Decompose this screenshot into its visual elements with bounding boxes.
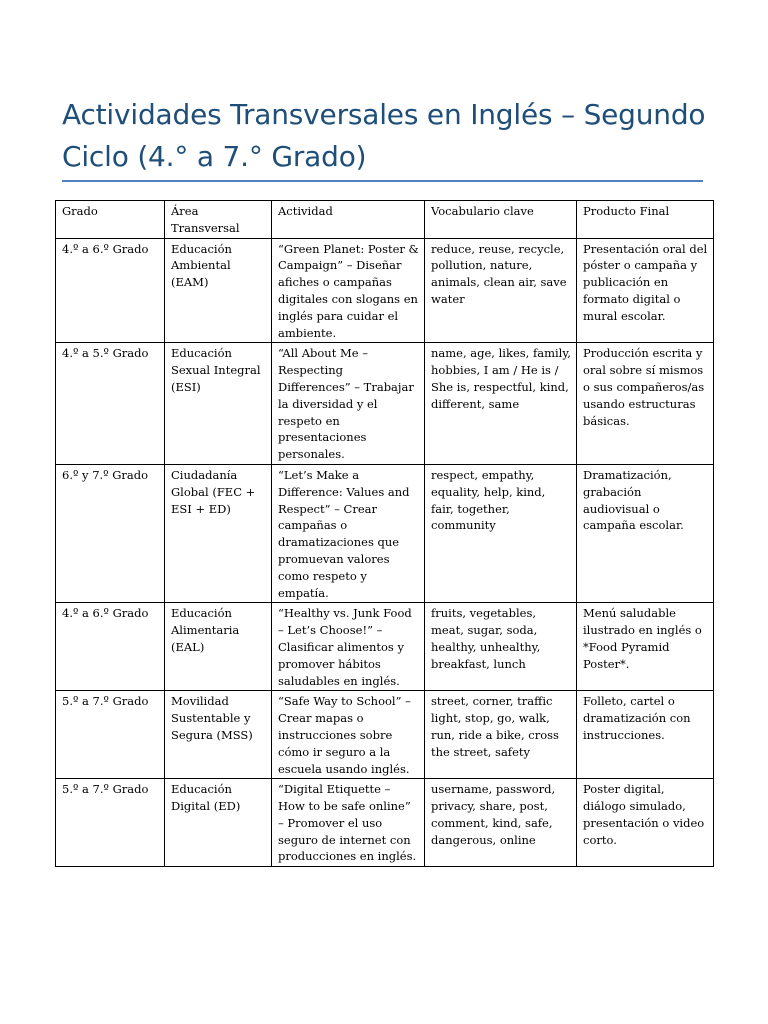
cell-grado: 5.º a 7.º Grado — [56, 691, 165, 779]
table-header-row — [56, 201, 714, 239]
table-row — [56, 691, 714, 779]
cell-producto: Presentación oral del póster o campaña y publicación en formato digital o mural escolar. — [577, 238, 714, 343]
cell-actividad: “Safe Way to School” – Crear mapas o instrucciones sobre cómo ir seguro a la escuela usando inglés. — [272, 691, 425, 779]
table-row — [56, 343, 714, 465]
cell-actividad: “Healthy vs. Junk Food – Let’s Choose!” – Clasificar alimentos y promover hábitos saludables en inglés. — [272, 603, 425, 691]
cell-vocabulario: fruits, vegetables, meat, sugar, soda, healthy, unhealthy, breakfast, lunch — [425, 603, 577, 691]
cell-grado: 6.º y 7.º Grado — [56, 464, 165, 602]
table-row — [56, 779, 714, 867]
cell-producto: Poster digital, diálogo simulado, presentación o video corto. — [577, 779, 714, 867]
cell-grado: 4.º a 6.º Grado — [56, 238, 165, 343]
header-cell-producto: Producto Final — [577, 201, 714, 239]
table-row — [56, 238, 714, 343]
cell-producto: Dramatización, grabación audiovisual o campaña escolar. — [577, 464, 714, 602]
title-underline — [62, 180, 703, 182]
cell-producto: Folleto, cartel o dramatización con instrucciones. — [577, 691, 714, 779]
cell-area: Ciudadanía Global (FEC + ESI + ED) — [165, 464, 272, 602]
table-row — [56, 603, 714, 691]
cell-area: Educación Sexual Integral (ESI) — [165, 343, 272, 465]
cell-vocabulario: street, corner, traffic light, stop, go, walk, run, ride a bike, cross the street, safety — [425, 691, 577, 779]
cell-actividad: “Let’s Make a Difference: Values and Respect” – Crear campañas o dramatizaciones que promuevan valores como respeto y empatía. — [272, 464, 425, 602]
cell-producto: Menú saludable ilustrado en inglés o *Food Pyramid Poster*. — [577, 603, 714, 691]
cell-vocabulario: username, password, privacy, share, post, comment, kind, safe, dangerous, online — [425, 779, 577, 867]
cell-vocabulario: respect, empathy, equality, help, kind, fair, together, community — [425, 464, 577, 602]
cell-actividad: “All About Me – Respecting Differences” – Trabajar la diversidad y el respeto en presentaciones personales. — [272, 343, 425, 465]
cell-grado: 4.º a 6.º Grado — [56, 603, 165, 691]
cell-producto: Producción escrita y oral sobre sí mismos o sus compañeros/as usando estructuras básicas. — [577, 343, 714, 465]
activities-table — [55, 200, 714, 867]
header-cell-actividad: Actividad — [272, 201, 425, 239]
cell-vocabulario: name, age, likes, family, hobbies, I am / He is / She is, respectful, kind, different, same — [425, 343, 577, 465]
table-row — [56, 464, 714, 602]
cell-grado: 5.º a 7.º Grado — [56, 779, 165, 867]
cell-area: Movilidad Sustentable y Segura (MSS) — [165, 691, 272, 779]
cell-actividad: “Digital Etiquette – How to be safe online” – Promover el uso seguro de internet con producciones en inglés. — [272, 779, 425, 867]
header-cell-vocabulario: Vocabulario clave — [425, 201, 577, 239]
cell-area: Educación Digital (ED) — [165, 779, 272, 867]
header-cell-area: Área Transversal — [165, 201, 272, 239]
cell-area: Educación Ambiental (EAM) — [165, 238, 272, 343]
header-cell-grado: Grado — [56, 201, 165, 239]
cell-grado: 4.º a 5.º Grado — [56, 343, 165, 465]
document-title: Actividades Transversales en Inglés – Segundo Ciclo (4.° a 7.° Grado) — [62, 98, 706, 173]
cell-actividad: “Green Planet: Poster & Campaign” – Diseñar afiches o campañas digitales con slogans en inglés para cuidar el ambiente. — [272, 238, 425, 343]
cell-vocabulario: reduce, reuse, recycle, pollution, nature, animals, clean air, save water — [425, 238, 577, 343]
cell-area: Educación Alimentaria (EAL) — [165, 603, 272, 691]
